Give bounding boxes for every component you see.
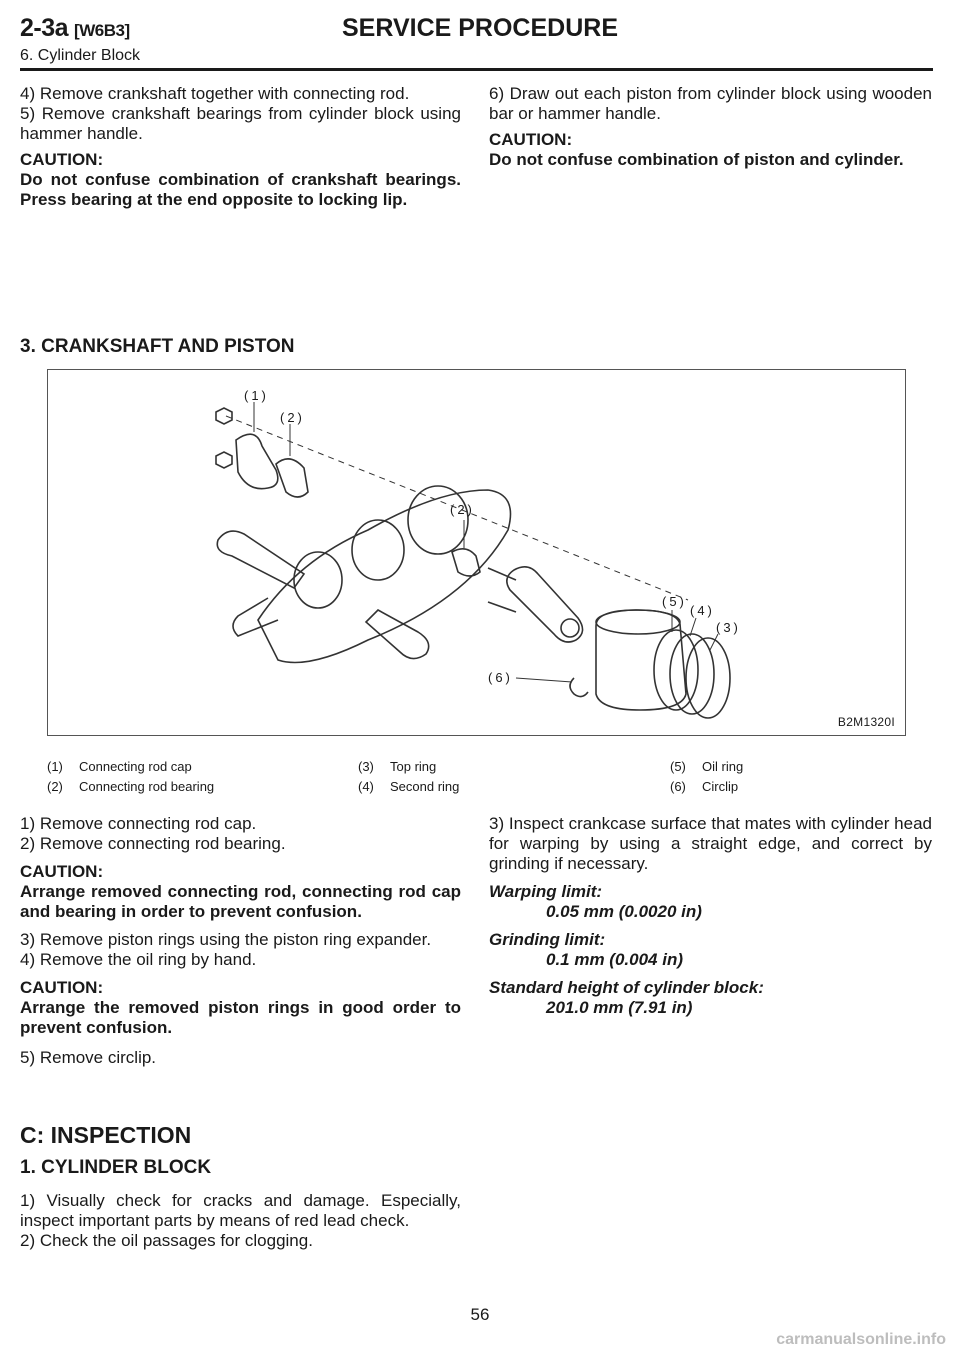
legend-item: (4) Second ring: [358, 779, 460, 794]
cylinder-block-heading: 1. CYLINDER BLOCK: [20, 1157, 212, 1178]
step-4-remove-oil-ring: 4) Remove the oil ring by hand.: [20, 950, 257, 969]
standard-height-label: Standard height of cylinder block:: [489, 978, 764, 997]
step-3-inspect-crankcase: 3) Inspect crankcase surface that mates with cylinder head for warping by using a straight edge, and correct by grinding if necessary.: [489, 814, 932, 873]
top-ring: [686, 638, 730, 718]
piston-crown: [596, 610, 680, 634]
header-rule: [20, 68, 933, 71]
caution-text: Arrange removed connecting rod, connecting rod cap and bearing in order to prevent confusion.: [20, 882, 461, 921]
callout-4: (4): [690, 603, 715, 618]
nut: [216, 452, 232, 468]
step-5-remove-bearings: 5) Remove crankshaft bearings from cylinder block using hammer handle.: [20, 104, 461, 143]
rod-bolt: [488, 602, 516, 612]
top-left-column: [20, 84, 461, 210]
step-2-check-oil-passages: 2) Check the oil passages for clogging.: [20, 1231, 313, 1250]
crankshaft-piston-diagram: [47, 369, 906, 736]
step-5-remove-circlip: 5) Remove circlip.: [20, 1048, 157, 1067]
callout-6: (6): [488, 670, 513, 685]
standard-height-value: 201.0 mm (7.91 in): [546, 998, 693, 1017]
small-end: [561, 619, 579, 637]
crankshaft-web: [352, 520, 404, 580]
caution-label: CAUTION:: [20, 978, 104, 997]
exploded-view-drawing: [48, 370, 905, 735]
legend-item: (5) Oil ring: [670, 759, 744, 774]
step-1-remove-rod-cap: 1) Remove connecting rod cap.: [20, 814, 257, 833]
warping-limit-label: Warping limit:: [489, 882, 603, 901]
callout-5: (5): [662, 594, 687, 609]
callout-1: (1): [244, 388, 269, 403]
crankshaft-web: [294, 552, 342, 608]
step-1-visual-check: 1) Visually check for cracks and damage. Especially, inspect important parts by means of red lead check.: [20, 1191, 461, 1230]
inspection-heading: C: INSPECTION: [20, 1122, 192, 1148]
connecting-rod-bearing: [276, 459, 308, 497]
crankshaft-nose: [233, 598, 278, 636]
caution-label: CAUTION:: [20, 150, 104, 169]
top-right-column: [489, 84, 932, 170]
page-title: SERVICE PROCEDURE: [342, 14, 618, 42]
step-3-remove-piston-rings: 3) Remove piston rings using the piston ring expander.: [20, 930, 432, 949]
callout-2: (2): [450, 502, 475, 517]
oil-ring: [654, 630, 698, 710]
leader-line: [516, 678, 572, 682]
crankshaft-web: [408, 486, 468, 554]
circlip: [570, 678, 588, 697]
grinding-limit-label: Grinding limit:: [489, 930, 606, 949]
step-4-remove-crankshaft: 4) Remove crankshaft together with connecting rod.: [20, 84, 410, 103]
caution-text: Do not confuse combination of crankshaft bearings. Press bearing at the end opposite to locking lip.: [20, 170, 461, 209]
nut: [216, 408, 232, 424]
legend-item: (3) Top ring: [358, 759, 437, 774]
grinding-limit-value: 0.1 mm (0.004 in): [546, 950, 684, 969]
section-code: 2-3a [W6B3]: [20, 14, 130, 42]
mid-left-column: [20, 814, 461, 1068]
caution-label: CAUTION:: [489, 130, 573, 149]
step-6-draw-out-piston: 6) Draw out each piston from cylinder block using wooden bar or hammer handle.: [489, 84, 932, 123]
legend-item: (1) Connecting rod cap: [47, 759, 192, 774]
inspection-steps: [20, 1191, 461, 1251]
connecting-rod: [366, 610, 429, 659]
warping-limit-value: 0.05 mm (0.0020 in): [546, 902, 702, 921]
connecting-rod-cap: [236, 434, 278, 488]
callout-2: (2): [280, 410, 305, 425]
step-2-remove-rod-bearing: 2) Remove connecting rod bearing.: [20, 834, 286, 853]
legend-item: (6) Circlip: [670, 779, 739, 794]
section-heading-crankshaft-piston: 3. CRANKSHAFT AND PISTON: [20, 336, 295, 357]
callout-3: (3): [716, 620, 741, 635]
watermark: carmanualsonline.info: [776, 1331, 946, 1348]
caution-text: Do not confuse combination of piston and cylinder.: [489, 150, 904, 169]
second-ring: [670, 634, 714, 714]
figure-code: B2M1320I: [837, 715, 895, 729]
mid-right-column: [489, 814, 932, 1018]
rod-bolt: [488, 568, 516, 580]
page-number: 56: [470, 1305, 490, 1324]
section-name: 6. Cylinder Block: [20, 47, 141, 64]
caution-text: Arrange the removed piston rings in good order to prevent confusion.: [20, 998, 461, 1037]
legend-item: (2) Connecting rod bearing: [47, 779, 215, 794]
caution-label: CAUTION:: [20, 862, 104, 881]
connecting-rod: [507, 567, 583, 642]
section-subcode: [W6B3]: [74, 21, 130, 40]
